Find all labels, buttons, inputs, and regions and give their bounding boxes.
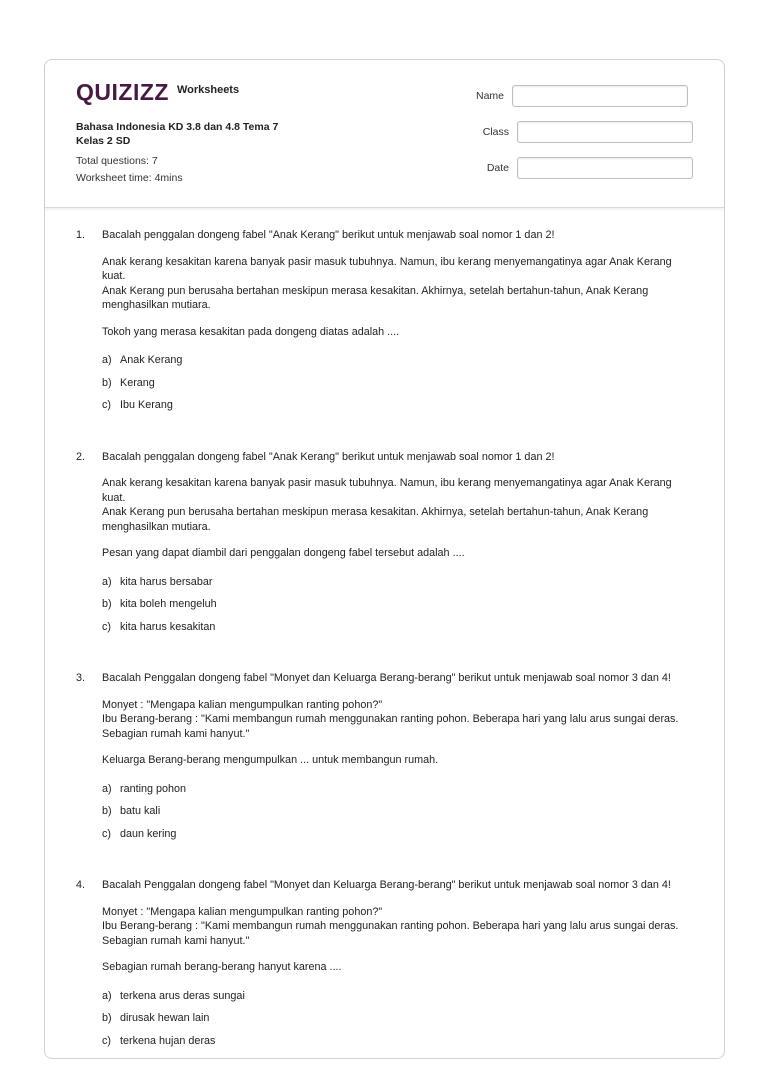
question-text: Tokoh yang merasa kesakitan pada dongeng diatas adalah .... xyxy=(102,325,400,338)
option-letter: a) xyxy=(102,782,112,795)
question-number: 2. xyxy=(76,450,86,463)
answer-option[interactable] xyxy=(102,398,401,413)
date-row xyxy=(465,157,693,179)
worksheet-meta xyxy=(76,120,336,185)
worksheet-page xyxy=(44,59,725,1059)
option-text: Anak Kerang xyxy=(120,354,183,366)
student-fields xyxy=(465,85,693,193)
question-text: Bacalah penggalan dongeng fabel "Anak Kerang" berikut untuk menjawab soal nomor 1 dan 2! xyxy=(102,229,555,241)
worksheet-header xyxy=(45,60,724,208)
option-letter: a) xyxy=(102,354,112,366)
option-text: daun kering xyxy=(120,827,177,840)
question-body xyxy=(102,878,696,1056)
question-1 xyxy=(76,228,696,421)
option-letter: a) xyxy=(102,575,112,588)
question-number: 1. xyxy=(76,229,86,241)
question-list xyxy=(76,228,696,1085)
worksheet-time: Worksheet time: 4mins xyxy=(76,172,183,184)
option-text: kita harus bersabar xyxy=(120,575,213,588)
answer-options xyxy=(102,782,696,850)
option-letter: b) xyxy=(102,805,112,817)
question-text: Monyet : "Mengapa kalian mengumpulkan ranting pohon?" Ibu Berang-berang : "Kami membangun rumah menggunakan ranting pohon. Beberapa hari yang lalu arus sungai deras. Sebagian rumah kami hanyut." xyxy=(102,698,679,740)
answer-option[interactable] xyxy=(102,353,401,368)
question-head xyxy=(76,671,696,849)
option-letter: b) xyxy=(102,598,112,610)
worksheet-title-line2: Kelas 2 SD xyxy=(76,135,131,147)
question-text: Anak kerang kesakitan karena banyak pasir masuk tubuhnya. Namun, ibu kerang menyemangatinya agar Anak Kerang kuat. Anak Kerang pun berusaha bertahan meskipun merasa kesakitan. Akhirnya, setelah bertahun-tahun, Anak Kerang menghasilkan mutiara. xyxy=(102,255,672,311)
question-text: Bacalah Penggalan dongeng fabel "Monyet dan Keluarga Berang-berang" berikut untuk menjawab soal nomor 3 dan 4! xyxy=(102,672,671,684)
question-text: Anak kerang kesakitan karena banyak pasir masuk tubuhnya. Namun, ibu kerang menyemangatinya agar Anak Kerang kuat. Anak Kerang pun berusaha bertahan meskipun merasa kesakitan. Akhirnya, setelah bertahun-tahun, Anak Kerang menghasilkan mutiara. xyxy=(102,477,672,533)
total-questions: Total questions: 7 xyxy=(76,155,158,167)
option-letter: b) xyxy=(102,1012,112,1024)
question-2 xyxy=(76,450,696,643)
class-field[interactable] xyxy=(517,121,693,143)
option-text: terkena arus deras sungai xyxy=(120,989,245,1002)
option-letter: c) xyxy=(102,620,111,633)
name-row xyxy=(460,85,693,107)
answer-options xyxy=(102,353,696,421)
option-letter: c) xyxy=(102,399,111,411)
date-label: Date xyxy=(486,162,509,174)
option-letter: a) xyxy=(102,989,112,1002)
answer-option[interactable] xyxy=(102,1034,401,1049)
option-letter: b) xyxy=(102,376,112,389)
name-field[interactable] xyxy=(512,85,688,107)
answer-option[interactable] xyxy=(102,376,401,391)
worksheet-title-line1: Bahasa Indonesia KD 3.8 dan 4.8 Tema 7 xyxy=(76,121,279,133)
question-4 xyxy=(76,878,696,1056)
answer-option[interactable] xyxy=(102,597,401,612)
question-number: 4. xyxy=(76,879,86,891)
answer-option[interactable] xyxy=(102,827,401,842)
option-text: Kerang xyxy=(120,376,155,389)
option-text: batu kali xyxy=(120,805,161,817)
question-body xyxy=(102,671,696,849)
option-text: kita boleh mengeluh xyxy=(120,598,217,610)
question-head xyxy=(76,878,696,1056)
logo-wordmark: QUIZIZZ xyxy=(76,79,169,105)
question-body xyxy=(102,450,696,643)
option-text: dirusak hewan lain xyxy=(120,1012,210,1024)
class-row xyxy=(465,121,693,143)
question-text: Keluarga Berang-berang mengumpulkan ... untuk membangun rumah. xyxy=(102,754,439,766)
question-head xyxy=(76,450,696,643)
quizizz-logo xyxy=(76,80,239,104)
option-letter: c) xyxy=(102,1034,111,1047)
answer-option[interactable] xyxy=(102,1011,401,1026)
option-text: kita harus kesakitan xyxy=(120,620,216,633)
question-text: Bacalah penggalan dongeng fabel "Anak Kerang" berikut untuk menjawab soal nomor 1 dan 2! xyxy=(102,450,555,463)
option-text: Ibu Kerang xyxy=(120,399,173,411)
option-letter: c) xyxy=(102,827,111,840)
question-head xyxy=(76,228,696,421)
question-text: Bacalah Penggalan dongeng fabel "Monyet dan Keluarga Berang-berang" berikut untuk menjawab soal nomor 3 dan 4! xyxy=(102,879,671,891)
option-text: ranting pohon xyxy=(120,782,187,795)
question-text: Sebagian rumah berang-berang hanyut karena .... xyxy=(102,961,342,973)
date-field[interactable] xyxy=(517,157,693,179)
logo-subtitle: Worksheets xyxy=(176,84,240,96)
answer-option[interactable] xyxy=(102,989,401,1004)
answer-option[interactable] xyxy=(102,575,401,590)
answer-option[interactable] xyxy=(102,620,401,635)
answer-options xyxy=(102,575,696,643)
option-text: terkena hujan deras xyxy=(120,1034,216,1047)
class-label: Class xyxy=(482,126,509,138)
question-text: Monyet : "Mengapa kalian mengumpulkan ranting pohon?" Ibu Berang-berang : "Kami membangun rumah menggunakan ranting pohon. Beberapa hari yang lalu arus sungai deras. Sebagian rumah kami hanyut." xyxy=(102,905,679,947)
answer-option[interactable] xyxy=(102,782,401,797)
question-number: 3. xyxy=(76,672,86,684)
answer-option[interactable] xyxy=(102,804,401,819)
answer-options xyxy=(102,989,696,1057)
question-text: Pesan yang dapat diambil dari penggalan dongeng fabel tersebut adalah .... xyxy=(102,547,465,559)
name-label: Name xyxy=(475,90,504,102)
question-body xyxy=(102,228,696,421)
question-3 xyxy=(76,671,696,849)
